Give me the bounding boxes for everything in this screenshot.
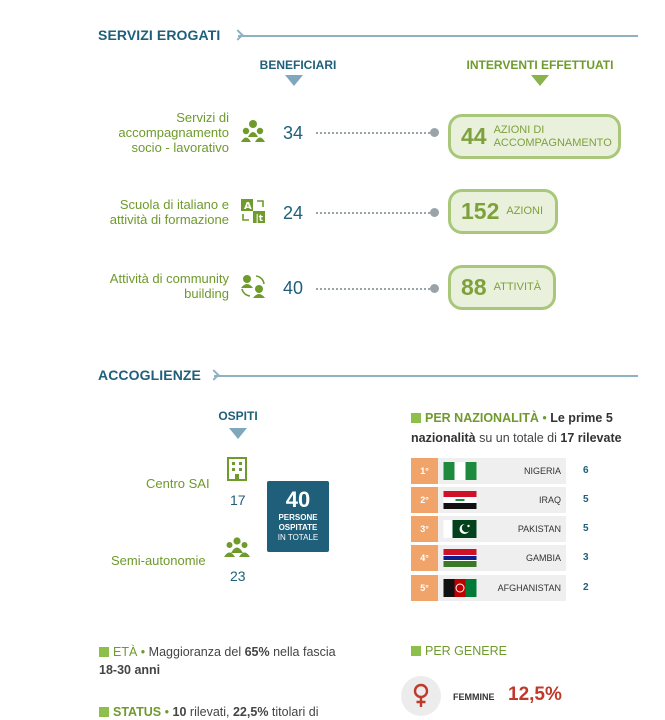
- rank-badge: 4°: [411, 545, 438, 571]
- interventi-value: 88: [461, 274, 487, 300]
- country-value: 5: [583, 494, 589, 505]
- iraq-flag-icon: [443, 491, 477, 509]
- connector-dots: [316, 132, 434, 134]
- svg-text:|t: |t: [255, 214, 264, 224]
- sai-value: 17: [230, 492, 246, 508]
- interventi-label: AZIONI DI ACCOMPAGNAMENTO: [493, 123, 612, 149]
- total-guests-value: 40: [285, 487, 311, 512]
- section-title-servizi: SERVIZI EROGATI: [98, 27, 221, 43]
- bullet-square: [411, 646, 421, 656]
- bullet-square: [99, 707, 109, 717]
- service-label: Servizi di accompagnamento socio - lavorativo: [118, 110, 229, 155]
- rank-badge: 2°: [411, 487, 438, 513]
- sai-label: Centro SAI: [146, 476, 210, 491]
- country-name: IRAQ: [538, 495, 561, 505]
- connector-dots: [316, 212, 434, 214]
- interventi-value: 152: [461, 198, 500, 224]
- status-info: STATUS • 10 rilevati, 22,5% titolari di: [99, 703, 359, 720]
- female-value: 12,5%: [508, 684, 562, 705]
- svg-text:A: A: [244, 201, 252, 212]
- interventi-pill: [448, 265, 556, 310]
- arrow-down-icon: [531, 75, 549, 86]
- section-divider: [238, 35, 638, 37]
- interventi-label: AZIONI: [506, 205, 544, 217]
- translate-icon: [240, 198, 266, 224]
- bullet-square: [411, 413, 421, 423]
- beneficiari-value: 40: [283, 278, 304, 298]
- country-value: 5: [583, 523, 589, 534]
- interventi-label: ATTIVITÀ: [493, 281, 542, 293]
- section-title-accoglienze: ACCOGLIENZE: [98, 367, 201, 383]
- gambia-flag-icon: [443, 549, 477, 567]
- service-label: Attività di community building: [109, 271, 229, 301]
- section-divider: [214, 375, 638, 377]
- rank-badge: 3°: [411, 516, 438, 542]
- connector-dot: [430, 284, 439, 293]
- column-head-beneficiari: BENEFICIARI: [259, 58, 337, 72]
- age-info: ETÀ • Maggioranza del 65% nella fascia 18-30 anni: [99, 645, 336, 677]
- interventi-value: 44: [461, 123, 487, 149]
- country-value: 3: [583, 552, 589, 563]
- beneficiari-value: 34: [283, 123, 304, 143]
- nigeria-flag-icon: [443, 462, 477, 480]
- semi-value: 23: [230, 568, 246, 584]
- arrow-down-icon: [285, 75, 303, 86]
- pakistan-flag-icon: [443, 520, 477, 538]
- column-head-interventi: INTERVENTI EFFETTUATI: [466, 58, 614, 72]
- country-value: 6: [583, 465, 589, 476]
- nationality-heading: PER NAZIONALITÀ • Le prime 5 nazionalità su un totale di 17 rilevate: [411, 411, 622, 445]
- country-name: NIGERIA: [523, 466, 561, 476]
- country-name: GAMBIA: [525, 553, 561, 563]
- afghanistan-flag-icon: [443, 579, 477, 597]
- connector-dot: [430, 128, 439, 137]
- beneficiari-value: 24: [283, 203, 304, 223]
- column-head-ospiti: OSPITI: [218, 409, 258, 423]
- female-label: FEMMINE: [453, 692, 495, 702]
- connector-dot: [430, 208, 439, 217]
- country-name: AFGHANISTAN: [497, 583, 561, 593]
- country-name: PAKISTAN: [517, 524, 561, 534]
- semi-label: Semi-autonomie: [111, 553, 206, 568]
- bullet-square: [99, 647, 109, 657]
- service-label: Scuola di italiano e attività di formazione: [109, 197, 229, 227]
- people-group-icon: [240, 118, 266, 144]
- rank-badge: 1°: [411, 458, 438, 484]
- arrow-down-icon: [229, 428, 247, 439]
- people-exchange-icon: [240, 273, 266, 299]
- people-group-icon: [224, 536, 250, 558]
- total-guests-label: PERSONE OSPITATE: [278, 513, 318, 532]
- connector-dots: [316, 288, 434, 290]
- interventi-pill: [448, 189, 558, 234]
- female-badge: [401, 676, 441, 716]
- female-icon: [411, 683, 431, 709]
- interventi-pill: [448, 114, 621, 159]
- total-guests-sub: IN TOTALE: [277, 533, 319, 542]
- gender-heading: PER GENERE: [411, 642, 507, 660]
- total-guests-box: [267, 481, 329, 552]
- country-value: 2: [583, 582, 589, 593]
- rank-badge: 5°: [411, 575, 438, 601]
- building-icon: [226, 457, 248, 481]
